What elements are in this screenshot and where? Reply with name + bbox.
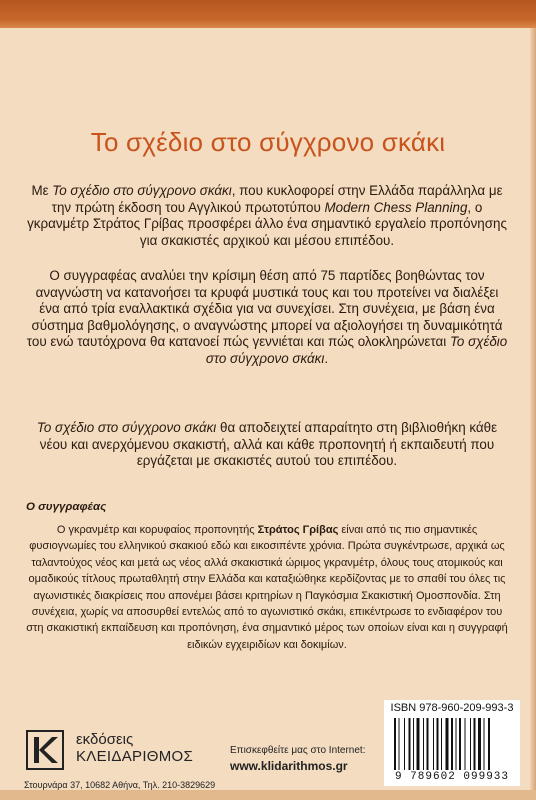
- author-bio: Ο γκρανμέτρ και κορυφαίος προπονητής Στράτος Γρίβας είναι από τις πιο σημαντικές φυσιογνωμίες του ελληνικού σκακιού εδώ και εικοσιπέντε χρόνια. Πρώτα συγκέντρωσε, αρχικά ως ταλαντούχος νέος και μετά ως νέος αλλά σκακιστικά ώριμος γκρανμέτρ, όλους τους ατομικούς και ομαδικούς τίτλους πρωταθλητή στην Ελλάδα και καταξιώθηκε κερδίζοντας με το σπαθί του όλες τις αγωνιστικές διακρίσεις που απονέμει βάσει κριτηρίων η Παγκόσμια Σκακιστική Ομοσπονδία. Στη συνέχεια, χωρίς να αποσυρθεί εντελώς από το αγωνιστικό σκάκι, επικέντρωσε το ενδιαφέρον του στη σκακιστική εκπαίδευση και προπόνηση, ένα σημαντικό μέρος των οποίων είναι και η συγγραφή ειδικών εγχειριδίων και δοκιμίων.: [26, 524, 508, 651]
- publisher-name-line2: ΚΛΕΙΔΑΡΙΘΜΟΣ: [76, 748, 194, 765]
- publisher-address: Στουρνάρα 37, 10682 Αθήνα, Τηλ. 210-3829629: [24, 780, 216, 790]
- website-link[interactable]: www.klidarithmos.gr: [230, 759, 348, 773]
- top-color-band: [0, 0, 536, 28]
- author-heading: Ο συγγραφέας: [26, 501, 107, 513]
- isbn-number: ISBN 978-960-209-993-3: [390, 702, 514, 714]
- description-paragraph-3: Το σχέδιο στο σύγχρονο σκάκι θα αποδειχτεί απαραίτητο στη βιβλιοθήκη κάθε νέου και ανερχόμενου σκακιστή, αλλά και κάθε προπονητή ή εκπαιδευτή που εργάζεται με σκακιστές αυτού του επιπέδου.: [36, 420, 498, 468]
- bottom-band: [0, 790, 536, 800]
- website-label: Επισκεφθείτε μας στο Internet:: [230, 745, 366, 756]
- description-paragraph-2: Ο συγγραφέας αναλύει την κρίσιμη θέση από 75 παρτίδες βοηθώντας τον αναγνώστη να κατανοήσει τα κρυφά μυστικά τους και του προτείνει να διαλέξει ένα από τρία εναλλακτικά σχέδια για να συνεχίσει. Στη συνέχεια, με βάση ένα σύστημα βαθμολόγησης, ο αναγνώστης μπορεί να αξιολογήσει τη δυναμικότητά του ενώ ταυτόχρονα θα κατανοεί πώς γεννιέται και πώς ολοκληρώνεται Το σχέδιο στο σύγχρονο σκάκι.: [26, 268, 508, 366]
- barcode-digits: 9 789602 099933: [394, 771, 510, 783]
- publisher-name-line1: εκδόσεις: [76, 731, 134, 748]
- isbn-barcode-panel: [384, 700, 520, 786]
- barcode-image: [392, 718, 512, 770]
- publisher-logo: [26, 730, 64, 770]
- description-paragraph-1: Με Το σχέδιο στο σύγχρονο σκάκι, που κυκλοφορεί στην Ελλάδα παράλληλα με την πρώτη έκδοση του Αγγλικού πρωτοτύπου Modern Chess Planning, ο γκρανμέτρ Στράτος Γρίβας προσφέρει άλλο ένα σημαντικό εργαλείο προπόνησης για σκακιστές αρχικού και μέσου επιπέδου.: [27, 183, 507, 248]
- book-title: Το σχέδιο στο σύγχρονο σκάκι: [90, 127, 446, 157]
